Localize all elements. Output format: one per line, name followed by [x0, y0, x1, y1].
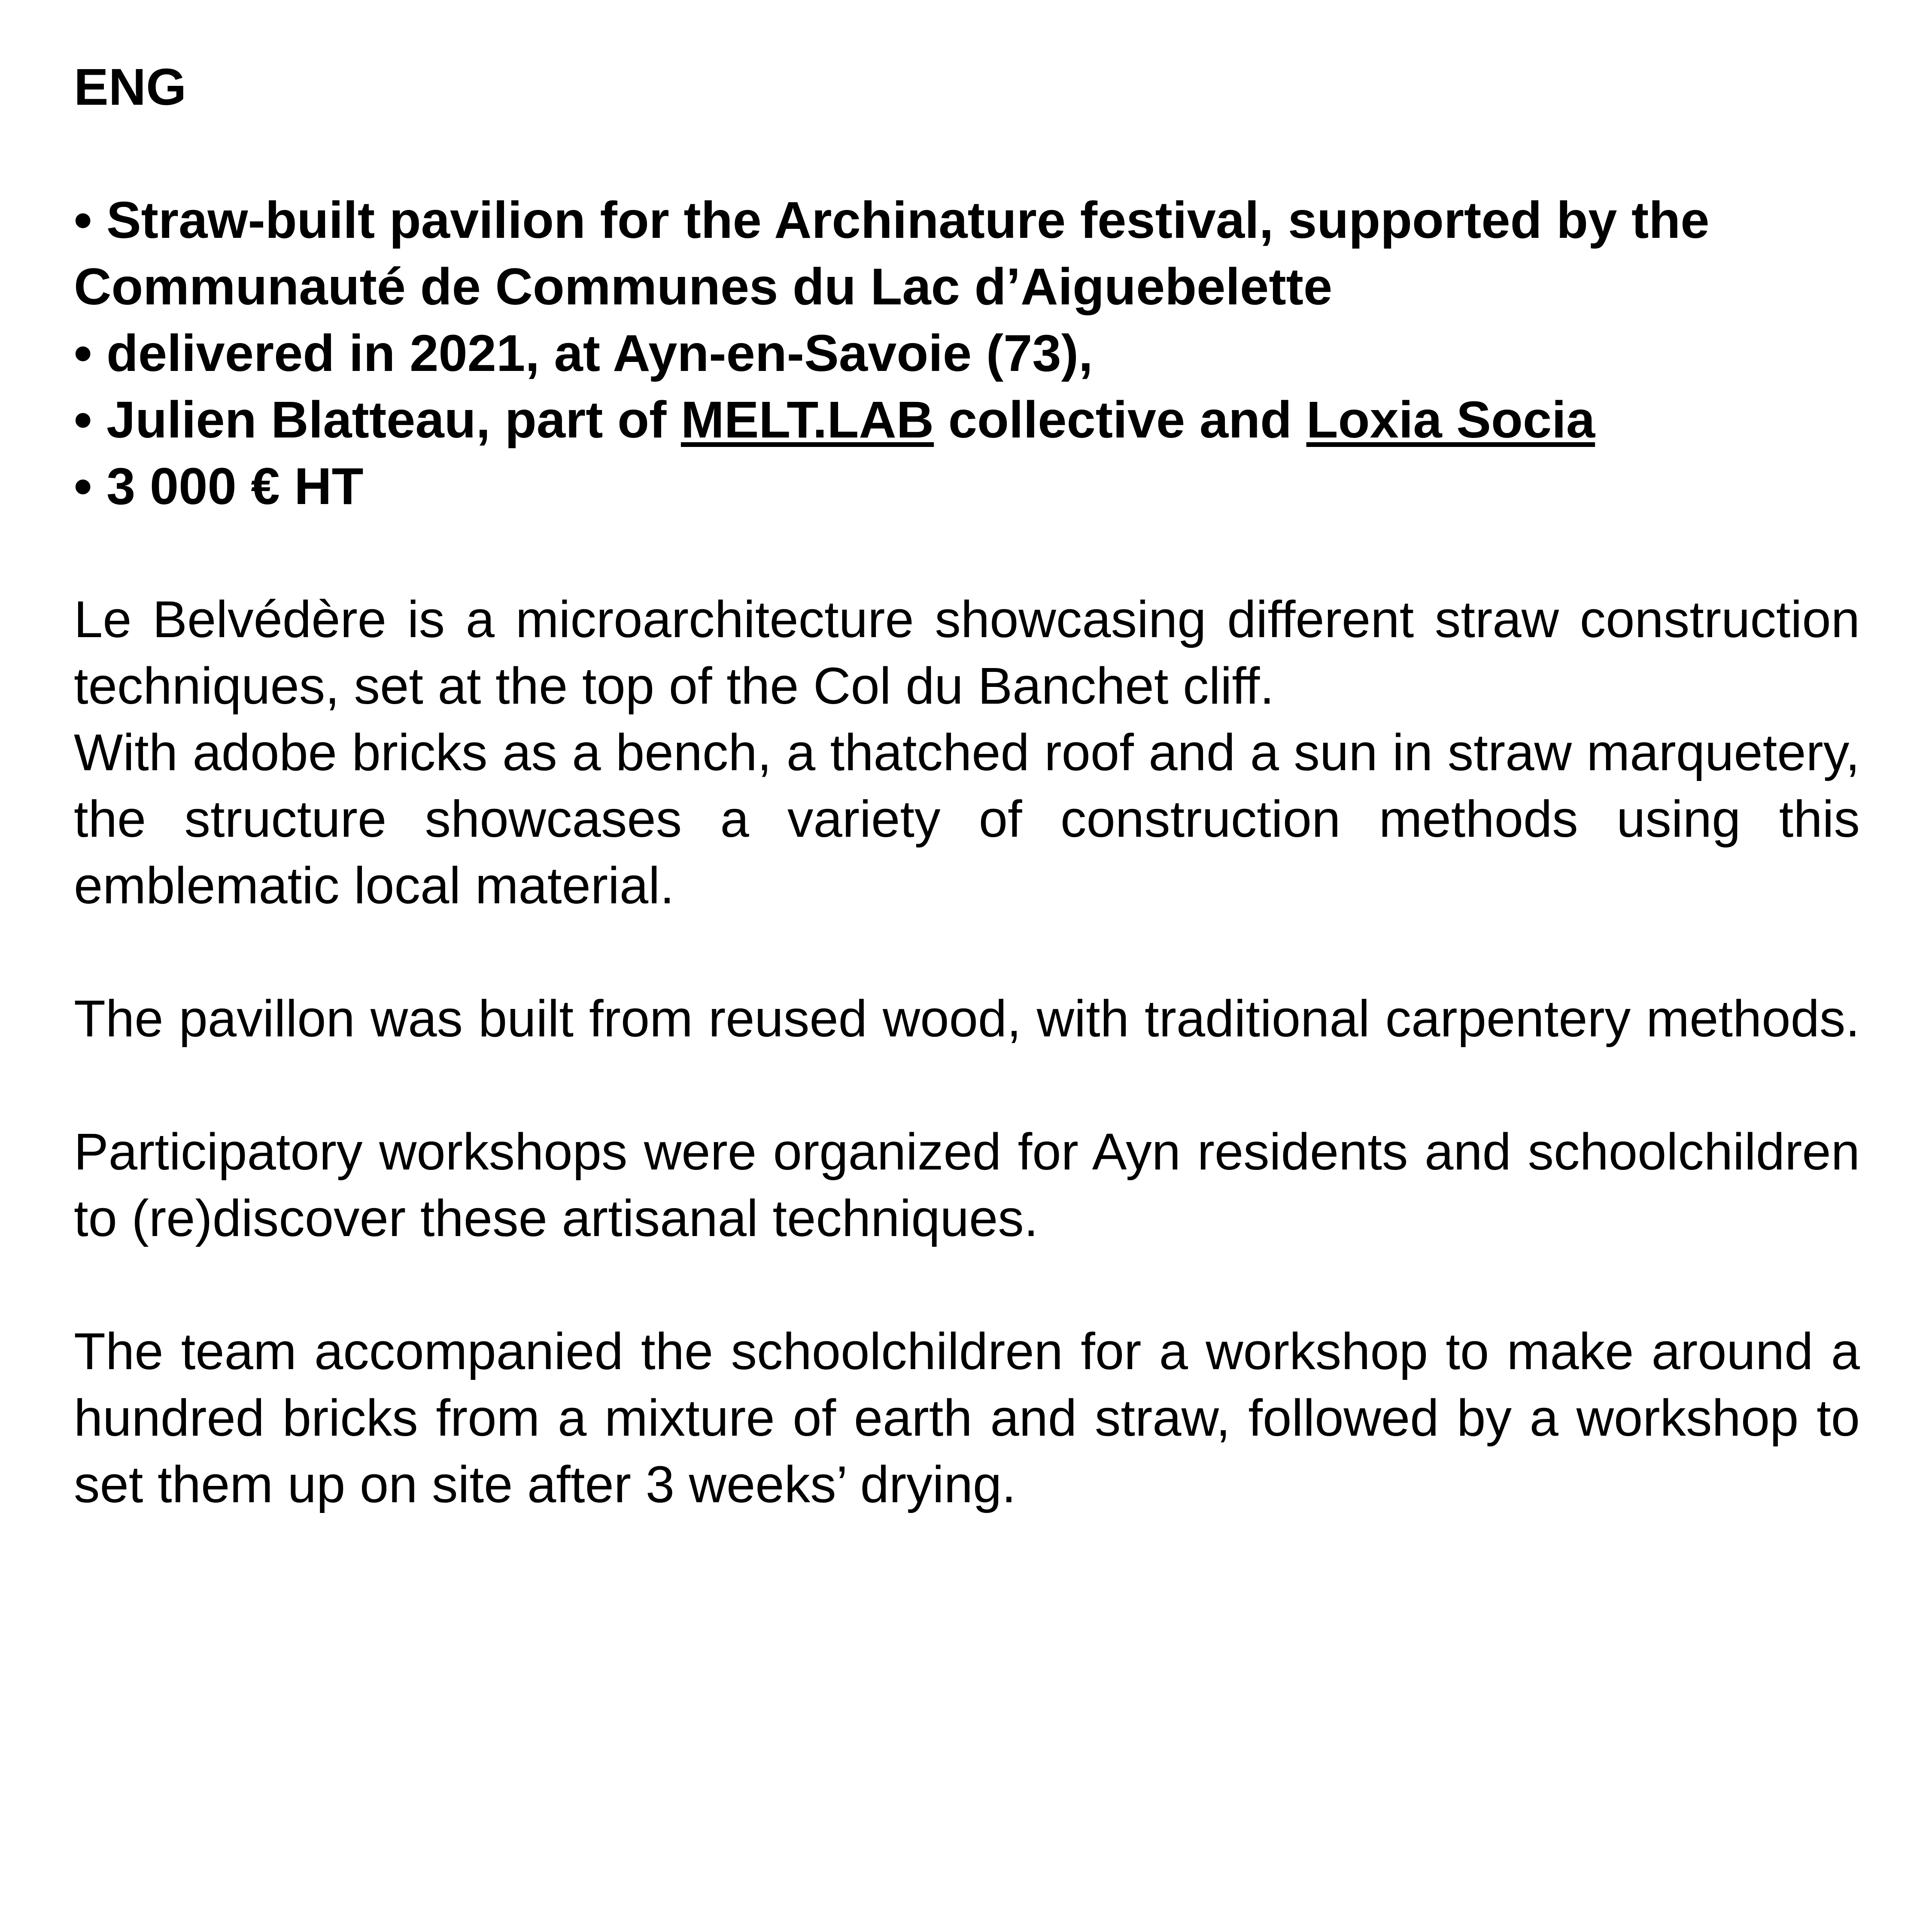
text-segment: collective and — [934, 390, 1306, 449]
text-segment: set them up on site after 3 weeks’ drying. — [74, 1455, 1016, 1513]
text-segment: hundred bricks from a mixture of earth and straw, followed by a workshop to — [74, 1388, 1860, 1447]
text-segment: • Julien Blatteau, part of — [74, 390, 681, 449]
para1-line4 — [74, 786, 1860, 852]
blank-line — [74, 120, 1860, 187]
bullet-delivery — [74, 320, 1860, 386]
text-segment: techniques, set at the top of the Col du Banchet cliff. — [74, 656, 1274, 715]
text-segment: Le Belvédère is a microarchitecture showcasing different straw construction — [74, 590, 1860, 648]
para4-line1 — [74, 1318, 1860, 1385]
para1-line1 — [74, 586, 1860, 653]
text-segment: The team accompanied the schoolchildren for a workshop to make around a — [74, 1322, 1860, 1380]
para4-line3 — [74, 1451, 1860, 1518]
text-segment: ENG — [74, 58, 187, 116]
para2-line1 — [74, 985, 1860, 1052]
para1-line3 — [74, 719, 1860, 786]
para4-line2 — [74, 1385, 1860, 1451]
para3-line1 — [74, 1118, 1860, 1185]
text-content — [74, 54, 1860, 1518]
text-segment: Communauté de Communes du Lac d’Aiguebelette — [74, 257, 1333, 316]
melt-lab-link[interactable]: MELT.LAB — [680, 390, 934, 449]
bullet-price — [74, 453, 1860, 519]
text-segment: • 3 000 € HT — [74, 457, 364, 515]
text-segment: With adobe bricks as a bench, a thatched roof and a sun in straw marquetery, — [74, 723, 1860, 781]
text-segment: emblematic local material. — [74, 856, 674, 914]
bullet-project-line2 — [74, 253, 1860, 320]
loxia-socia-link[interactable]: Loxia Socia — [1306, 390, 1595, 449]
text-segment: • Straw-built pavilion for the Archinature festival, supported by the — [74, 191, 1710, 249]
language-heading — [74, 54, 1860, 120]
blank-line — [74, 1052, 1860, 1118]
bullet-author — [74, 386, 1860, 453]
text-segment: • delivered in 2021, at Ayn-en-Savoie (73), — [74, 324, 1093, 382]
para3-line2 — [74, 1185, 1860, 1252]
para1-line5 — [74, 852, 1860, 919]
text-segment: Participatory workshops were organized for Ayn residents and schoolchildren — [74, 1122, 1860, 1181]
para1-line2 — [74, 653, 1860, 719]
blank-line — [74, 1252, 1860, 1318]
bullet-project-line1 — [74, 187, 1860, 253]
text-segment: to (re)discover these artisanal techniques. — [74, 1189, 1039, 1247]
text-segment: The pavillon was built from reused wood, with traditional carpentery methods. — [74, 989, 1860, 1048]
blank-line — [74, 519, 1860, 586]
text-segment: the structure showcases a variety of construction methods using this — [74, 790, 1860, 848]
blank-line — [74, 919, 1860, 985]
